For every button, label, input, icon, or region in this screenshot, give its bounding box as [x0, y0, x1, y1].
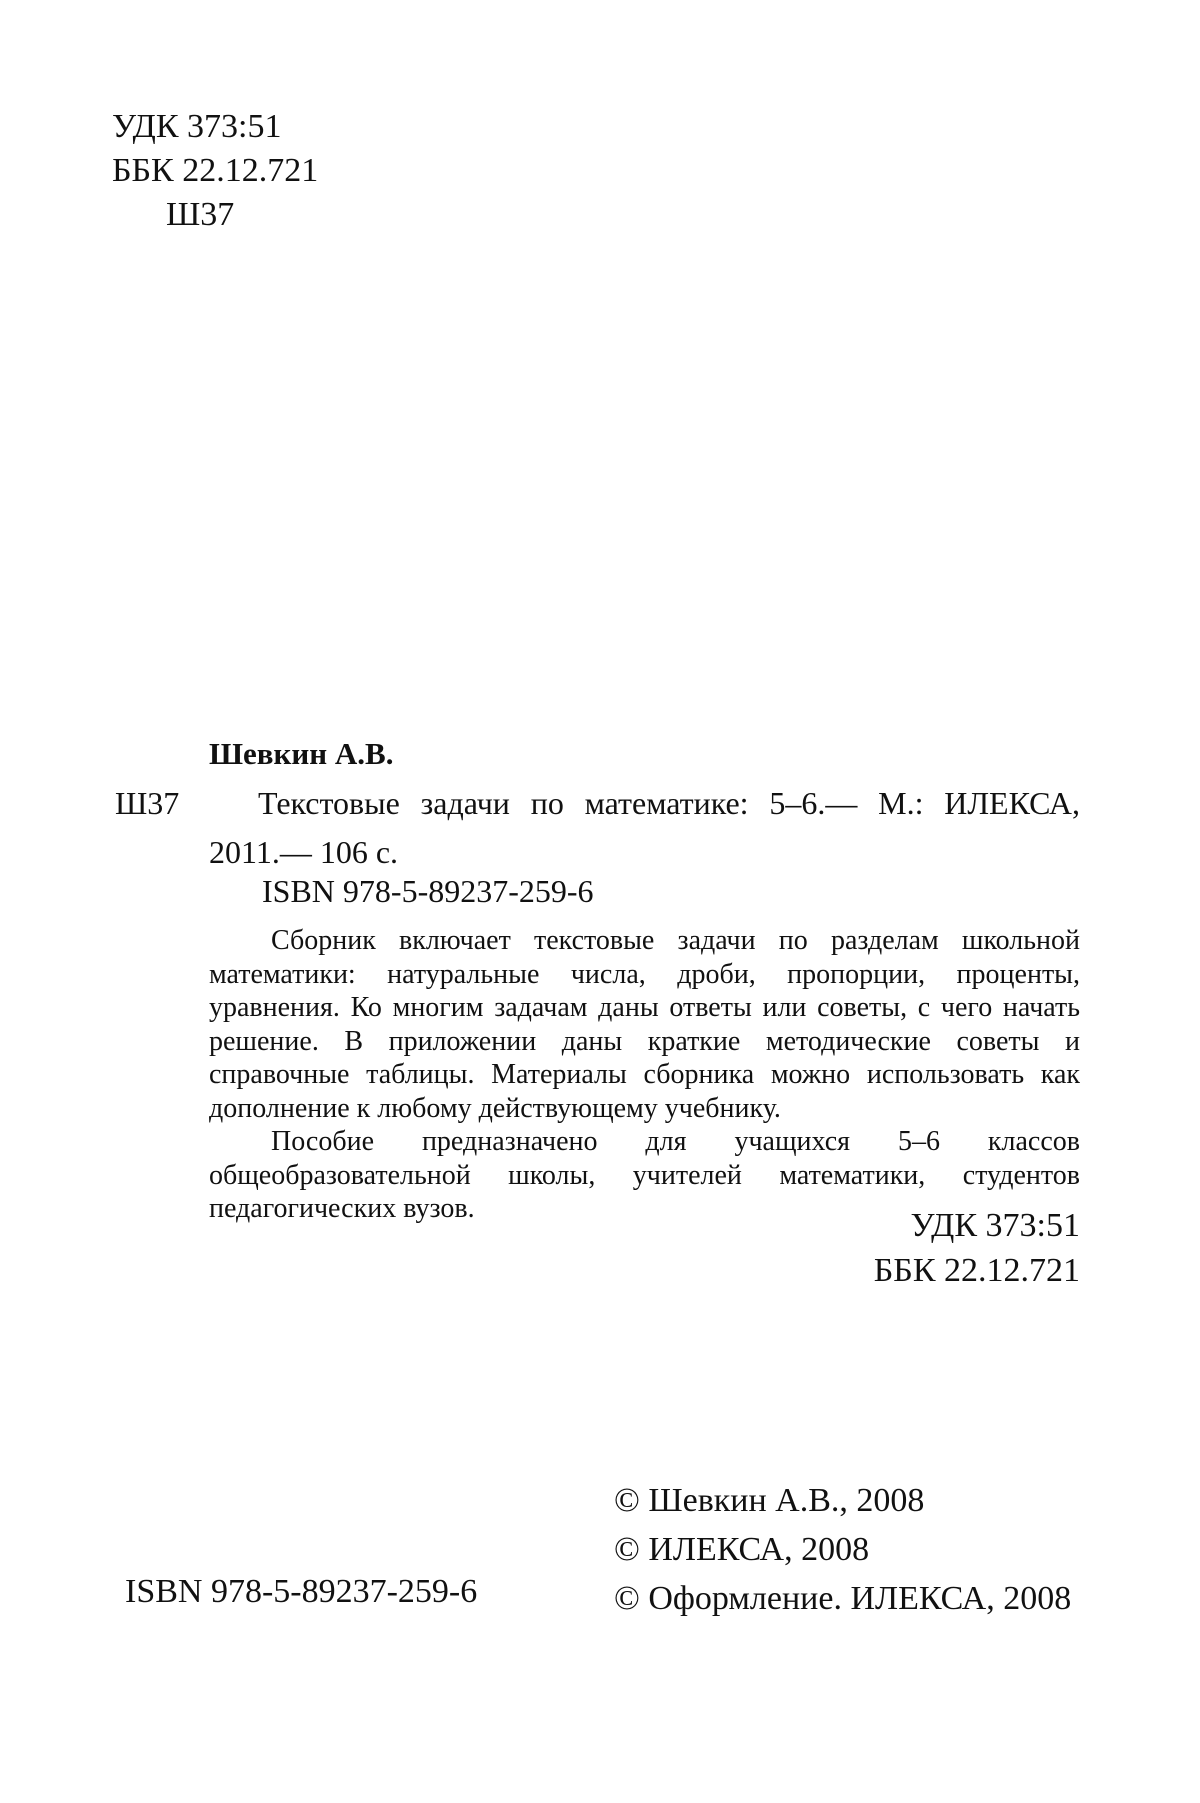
copyright-block — [614, 1476, 1071, 1623]
classification-block-top — [112, 105, 318, 237]
udk-code: УДК 373:51 — [910, 1207, 1080, 1244]
author-mark: Ш37 — [166, 196, 235, 233]
record-isbn: ISBN 978-5-89237-259-6 — [262, 873, 594, 909]
isbn-bottom: ISBN 978-5-89237-259-6 — [125, 1573, 478, 1610]
record-title: Текстовые задачи по математике: 5–6.— М.: ИЛЕКСА, — [258, 785, 1080, 821]
copyright-publisher: © ИЛЕКСА, 2008 — [614, 1531, 870, 1568]
copyright-design: © Оформление. ИЛЕКСА, 2008 — [614, 1580, 1072, 1617]
classification-block-bottom — [874, 1203, 1080, 1293]
copyright-author: © Шевкин А.В., 2008 — [614, 1482, 925, 1519]
udk-code: УДК 373:51 — [112, 108, 282, 145]
annotation-paragraph: Сборник включает текстовые задачи по разделам школьной математики: натуральные числа, дроби, пропорции, проценты, уравнения. Ко многим задачам даны ответы или советы, с чего начать решение. В приложении даны краткие методические советы и справочные таблицы. Материалы сборника можно использовать как дополнение к любому действующему учебнику. — [209, 925, 1080, 1124]
bbk-code: ББК 22.12.721 — [873, 1252, 1080, 1289]
record-author: Шевкин А.В. — [209, 736, 394, 771]
annotation — [209, 924, 1080, 1226]
record-author-mark: Ш37 — [115, 785, 180, 821]
annotation-paragraph: Пособие предназначено для учащихся 5–6 классов общеобразовательной школы, учителей математики, студентов педагогических вузов. — [209, 1126, 1080, 1224]
bbk-code: ББК 22.12.721 — [112, 152, 319, 189]
record-year-pages: 2011.— 106 с. — [209, 834, 399, 870]
